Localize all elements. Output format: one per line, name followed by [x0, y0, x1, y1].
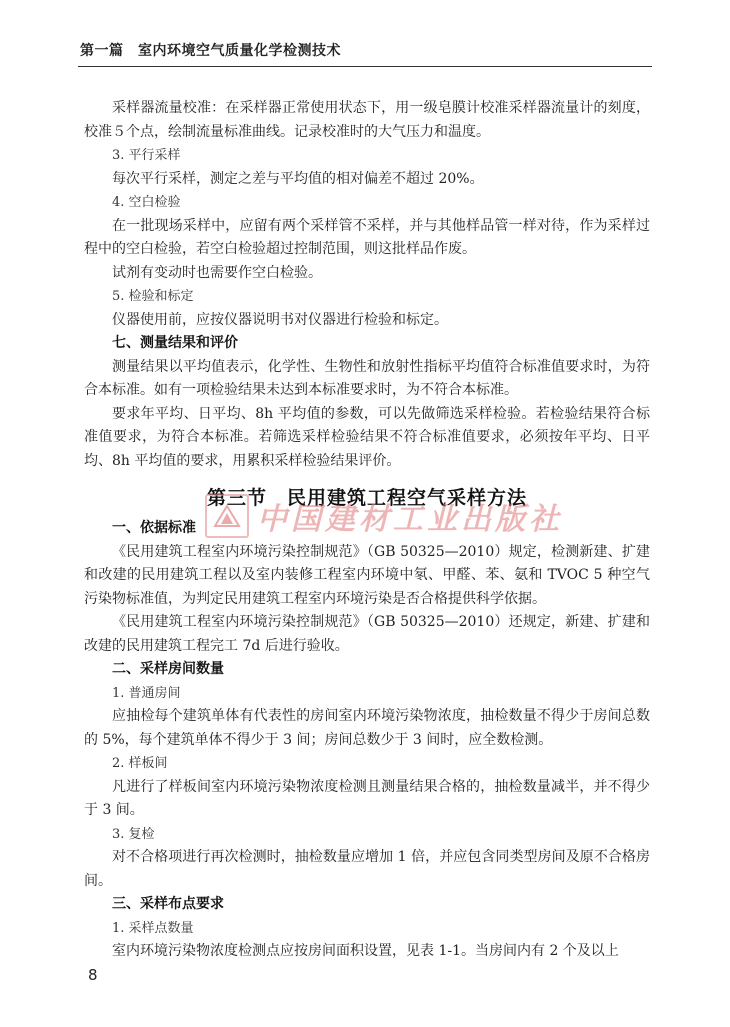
paragraph: 《民用建筑工程室内环境污染控制规范》（GB 50325—2010）还规定，新建、扩建和改建的民用建筑工程完工 7d 后进行验收。	[84, 614, 650, 654]
section-title: 第三节 民用建筑工程空气采样方法	[206, 487, 527, 509]
paragraph: 室内环境污染物浓度检测点应按房间面积设置，见表 1-1。当房间内有 2 个及以上	[112, 943, 619, 959]
section-heading: 一、依据标准	[112, 520, 196, 536]
header-rule	[78, 66, 652, 67]
paragraph: 仪器使用前，应按仪器说明书对仪器进行检验和标定。	[112, 311, 448, 328]
paragraph: 要求年平均、日平均、8h 平均值的参数，可以先做筛选采样检验。若检验结果符合标准值要求，为符合本标准。若筛选采样检验结果不符合标准值要求，必须按年平均、日平均、8h 平均值的要求，用累积采样检验结果评价。	[84, 405, 650, 469]
subheading: 3. 复检	[112, 826, 155, 842]
section-heading: 七、测量结果和评价	[112, 335, 238, 351]
paragraph: 凡进行了样板间室内环境污染物浓度检测且测量结果合格的，抽检数量减半，并不得少于 3 间。	[84, 778, 650, 818]
subheading: 2. 样板间	[112, 756, 168, 771]
paragraph: 应抽检每个建筑单体有代表性的房间室内环境污染物浓度，抽检数量不得少于房间总数的 5%，每个建筑单体不得少于 3 间；房间总数少于 3 间时，应全数检测。	[84, 708, 650, 748]
subheading: 1. 普通房间	[112, 685, 181, 701]
body-text-top	[84, 97, 650, 473]
paragraph: 测量结果以平均值表示，化学性、生物性和放射性指标平均值符合标准值要求时，为符合本标准。如有一项检验结果未达到本标准要求时，为不符合本标准。	[84, 358, 650, 398]
paragraph: 在一批现场采样中，应留有两个采样管不采样，并与其他样品管一样对待，作为采样过程中的空白检验，若空白检验超过控制范围，则这批样品作废。	[84, 217, 650, 257]
page-content	[84, 97, 650, 964]
subheading: 5. 检验和标定	[112, 289, 194, 304]
paragraph: 对不合格项进行再次检测时，抽检数量应增加 1 倍，并应包含同类型房间及原不合格房间。	[84, 849, 650, 889]
paragraph: 每次平行采样，测定之差与平均值的相对偏差不超过 20%。	[112, 170, 484, 187]
paragraph: 试剂有变动时也需要作空白检验。	[112, 264, 322, 281]
section-heading: 三、采样布点要求	[112, 896, 224, 912]
running-header: 第一篇 室内环境空气质量化学检测技术	[80, 43, 341, 59]
subheading: 3. 平行采样	[112, 148, 181, 163]
paragraph: 《民用建筑工程室内环境污染控制规范》（GB 50325—2010）规定，检测新建、扩建和改建的民用建筑工程以及室内装修工程室内环境中氡、甲醛、苯、氨和 TVOC 5 种空气污染物标准值，为判定民用建筑工程室内环境污染是否合格提供科学依据。	[84, 543, 650, 607]
page-number: 8	[88, 966, 98, 984]
watermark-text: 中国建材工业出版社	[257, 502, 563, 537]
subheading: 1. 采样点数量	[112, 920, 194, 936]
paragraph: 采样器流量校准：在采样器正常使用状态下，用一级皂膜计校准采样器流量计的刻度，校准５个点，绘制流量标准曲线。记录校准时的大气压力和温度。	[84, 100, 650, 140]
subheading: 4. 空白检验	[112, 195, 181, 210]
body-text-bottom	[84, 517, 650, 964]
section-heading: 二、采样房间数量	[112, 661, 224, 677]
